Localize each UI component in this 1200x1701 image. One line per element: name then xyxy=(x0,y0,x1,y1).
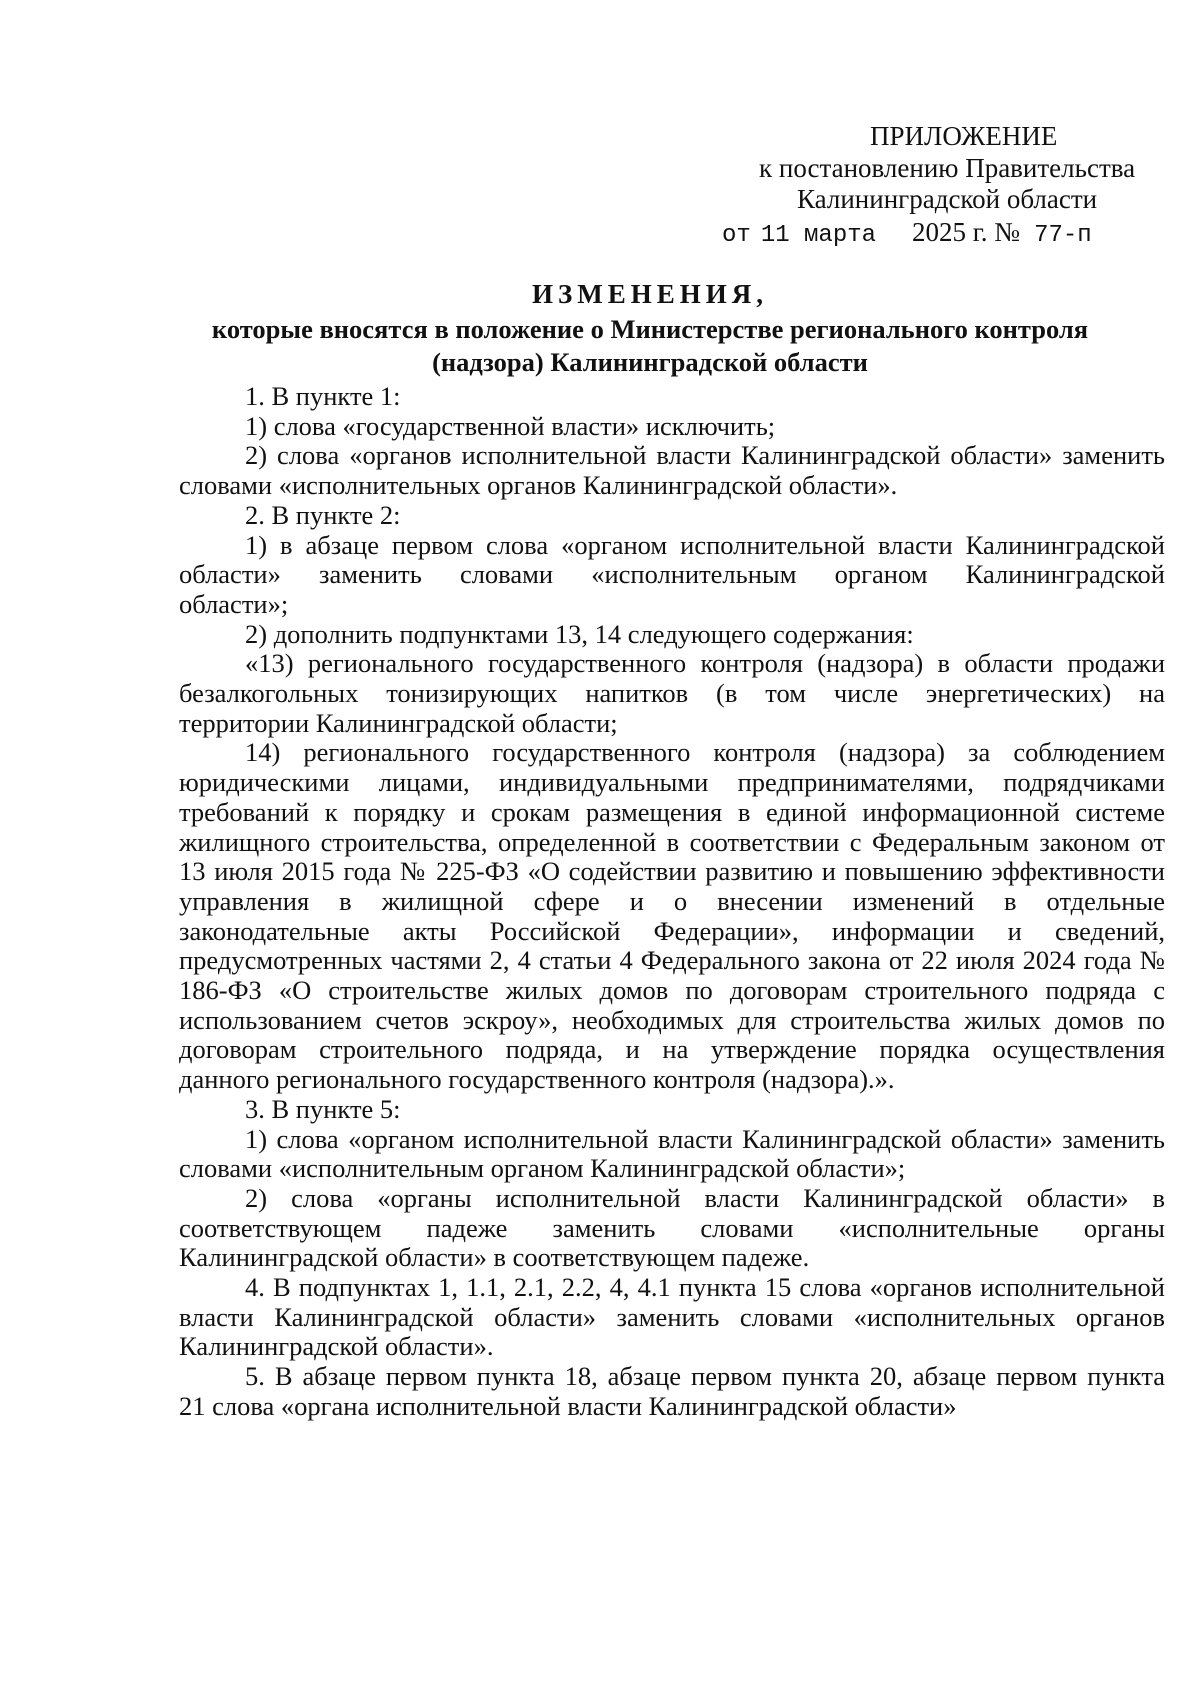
appendix-date-line xyxy=(722,217,1092,249)
paragraph-2-line-1: 1) слова «государственной власти» исключить; xyxy=(245,410,776,441)
date-prefix: от xyxy=(722,222,751,249)
paragraph-3-line-2: словами «исполнительных органов Калининградской области». xyxy=(179,470,898,501)
paragraph-8-line-2: юридическими лицами, индивидуальными предпринимателями, подрядчиками xyxy=(179,767,1165,798)
paragraph-8-line-11: договорам строительного подряда, и на утверждение порядка осуществления xyxy=(179,1034,1165,1065)
paragraph-5-line-2: области» заменить словами «исполнительным органом Калининградской xyxy=(179,559,1165,590)
paragraph-8-line-4: жилищного строительства, определенной в соответствии с Федеральным законом от xyxy=(179,826,1165,857)
paragraph-7-line-3: территории Калининградской области; xyxy=(179,707,618,738)
paragraph-8-line-8: предусмотренных частями 2, 4 статьи 4 Федерального закона от 22 июля 2024 года № xyxy=(179,945,1165,976)
decree-number: 77-п xyxy=(1034,222,1092,249)
paragraph-8-line-5: 13 июля 2015 года № 225-ФЗ «О содействии развитию и повышению эффективности xyxy=(179,856,1165,887)
paragraph-12-line-3: Калининградской области». xyxy=(179,1331,494,1362)
paragraph-9-line-1: 3. В пункте 5: xyxy=(245,1093,401,1124)
year-label: 2025 г. № xyxy=(912,217,1021,247)
paragraph-3-line-1: 2) слова «органов исполнительной власти Калининградской области» заменить xyxy=(245,440,1165,471)
paragraph-13-line-2: 21 слова «органа исполнительной власти Калининградской области» xyxy=(179,1390,957,1421)
paragraph-11-line-2: соответствующем падеже заменить словами «исполнительные органы xyxy=(179,1212,1165,1243)
paragraph-4-line-1: 2. В пункте 2: xyxy=(245,499,401,530)
appendix-title: ПРИЛОЖЕНИЕ xyxy=(870,121,1058,151)
paragraph-8-line-6: управления в жилищной сфере и о внесении изменений в отдельные xyxy=(179,885,1165,916)
paragraph-12-line-1: 4. В подпунктах 1, 1.1, 2.1, 2.2, 4, 4.1 пункта 15 слова «органов исполнительной xyxy=(245,1272,1165,1302)
paragraph-10-line-1: 1) слова «органом исполнительной власти Калининградской области» заменить xyxy=(245,1123,1165,1154)
paragraph-5-line-1: 1) в абзаце первом слова «органом исполнительной власти Калининградской xyxy=(245,529,1165,560)
paragraph-7-line-2: безалкогольных тонизирующих напитков (в том числе энергетических) на xyxy=(179,678,1165,708)
paragraph-12-line-2: власти Калининградской области» заменить словами «исполнительных органов xyxy=(179,1301,1165,1332)
paragraph-11-line-3: Калининградской области» в соответствующем падеже. xyxy=(179,1242,810,1273)
paragraph-7-line-1: «13) регионального государственного контроля (надзора) в области продажи xyxy=(245,648,1165,679)
paragraph-13-line-1: 5. В абзаце первом пункта 18, абзаце первом пункта 20, абзаце первом пункта xyxy=(245,1361,1165,1392)
paragraph-5-line-3: области»; xyxy=(179,588,289,619)
paragraph-1-line-1: 1. В пункте 1: xyxy=(245,381,401,411)
document-subtitle-line-1: которые вносятся в положение о Министерстве регионального контроля xyxy=(211,314,1089,344)
paragraph-8-line-3: требований к порядку и срокам размещения в единой информационной системе xyxy=(179,796,1165,827)
paragraph-8-line-9: 186-ФЗ «О строительстве жилых домов по договорам строительного подряда с xyxy=(179,975,1165,1005)
paragraph-8-line-1: 14) регионального государственного контроля (надзора) за соблюдением xyxy=(245,737,1165,768)
paragraph-6-line-1: 2) дополнить подпунктами 13, 14 следующего содержания: xyxy=(245,618,914,649)
appendix-decree-line: к постановлению Правительства xyxy=(759,153,1136,183)
paragraph-11-line-1: 2) слова «органы исполнительной власти Калининградской области» в xyxy=(245,1182,1165,1213)
paragraph-10-line-2: словами «исполнительным органом Калининградской области»; xyxy=(179,1153,906,1184)
document-title: ИЗМЕНЕНИЯ, xyxy=(531,279,768,309)
date-value: 11 марта xyxy=(760,222,877,249)
paragraph-8-line-7: законодательные акты Российской Федерации», информации и сведений, xyxy=(179,915,1165,946)
appendix-region-line: Калининградской области xyxy=(797,184,1098,214)
paragraph-8-line-12: данного регионального государственного контроля (надзора).». xyxy=(179,1064,895,1095)
document-subtitle-line-2: (надзора) Калининградской области xyxy=(432,347,868,377)
paragraph-8-line-10: использованием счетов эскроу», необходимых для строительства жилых домов по xyxy=(179,1004,1165,1035)
